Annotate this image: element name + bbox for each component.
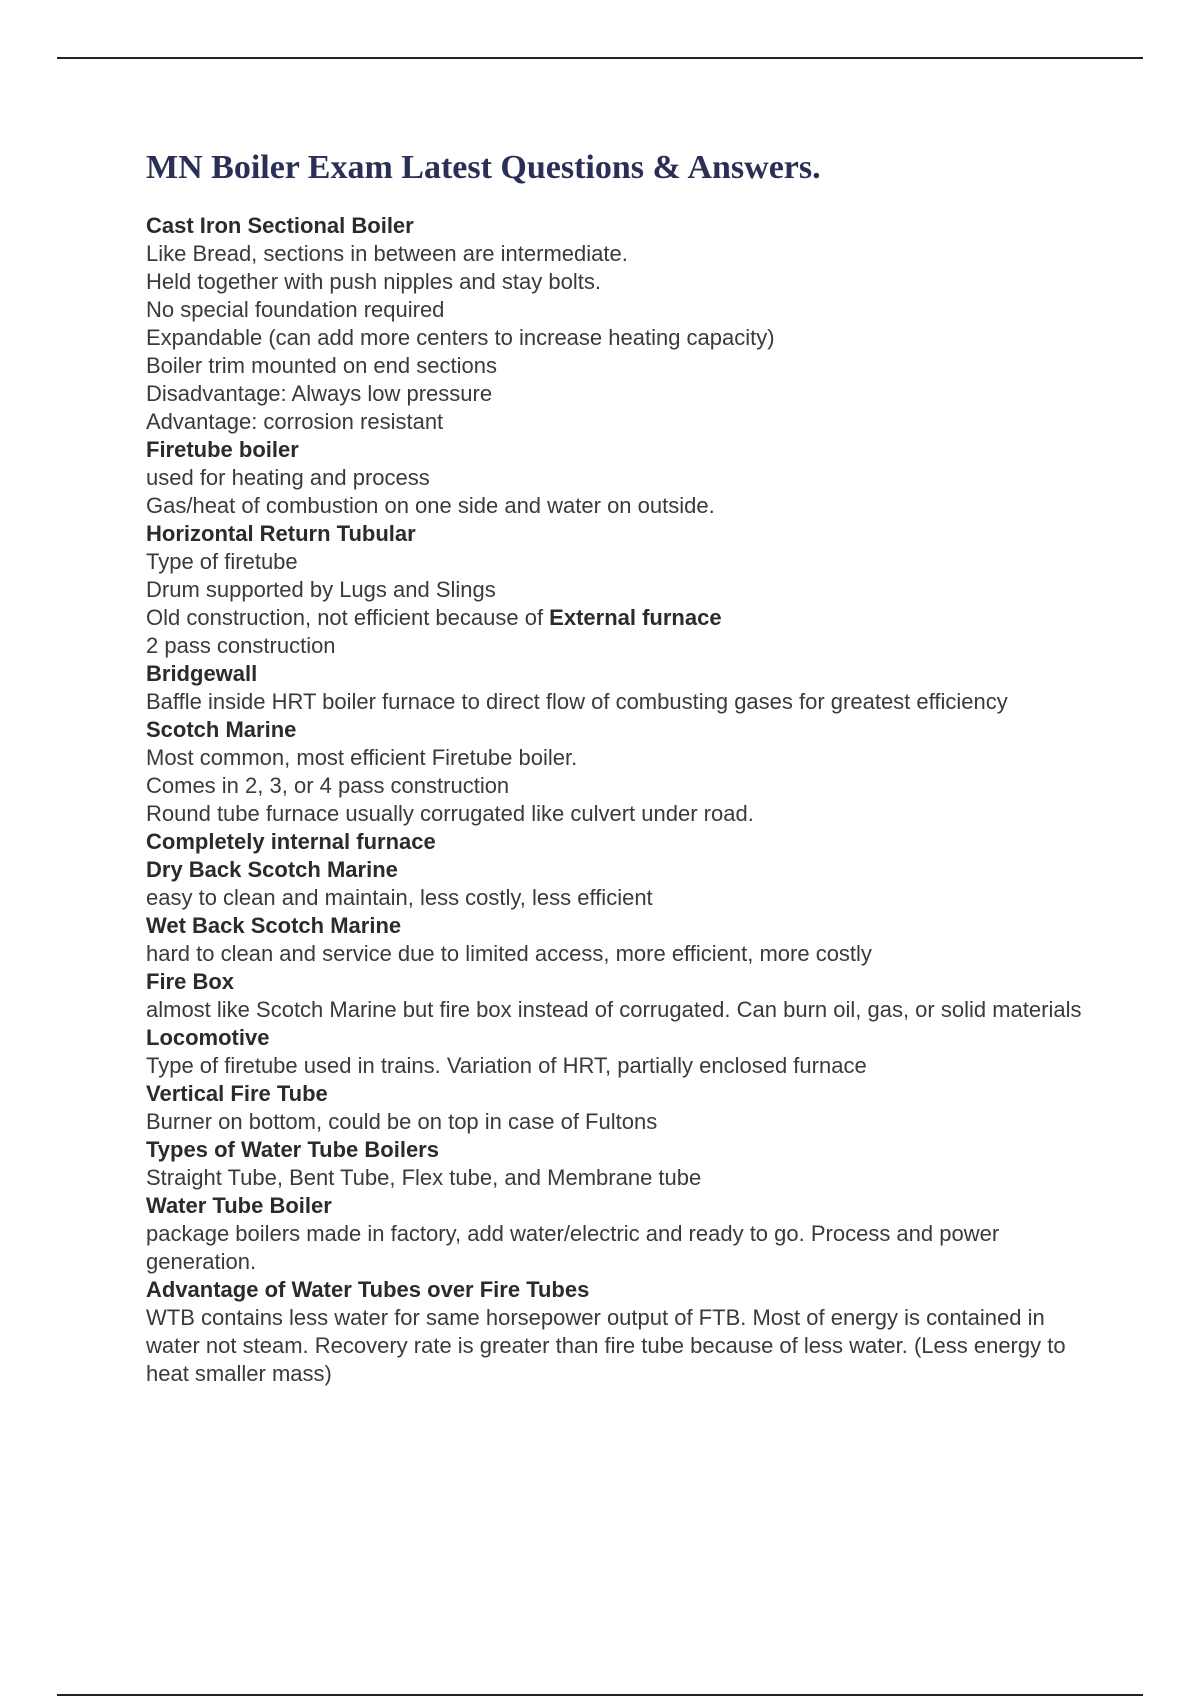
- top-rule: [57, 57, 1143, 59]
- question-heading: Wet Back Scotch Marine: [146, 913, 402, 938]
- answer-line: almost like Scotch Marine but fire box instead of corrugated. Can burn oil, gas, or solid materials: [146, 997, 1082, 1022]
- answer-line: package boilers made in factory, add water/electric and ready to go. Process and power generation.: [146, 1221, 1000, 1274]
- qa-section: [146, 1024, 1096, 1080]
- answer-line: Type of firetube used in trains. Variation of HRT, partially enclosed furnace: [146, 1053, 867, 1078]
- question-heading: Locomotive: [146, 1025, 270, 1050]
- question-heading: Horizontal Return Tubular: [146, 521, 416, 546]
- answer-bold-term: External furnace: [549, 605, 722, 630]
- qa-section: [146, 436, 1096, 520]
- answer-line: Advantage: corrosion resistant: [146, 409, 444, 434]
- question-heading: Bridgewall: [146, 661, 258, 686]
- answer-line: Most common, most efficient Firetube boiler.: [146, 745, 578, 770]
- answer-line: Baffle inside HRT boiler furnace to direct flow of combusting gases for greatest efficiency: [146, 689, 1008, 714]
- question-heading: Firetube boiler: [146, 437, 299, 462]
- answer-line: WTB contains less water for same horsepower output of FTB. Most of energy is contained in water not steam. Recovery rate is greater than fire tube because of less water. (Less energy to heat smaller mass): [146, 1305, 1066, 1386]
- qa-section: [146, 1080, 1096, 1136]
- qa-section: [146, 212, 1096, 436]
- question-heading: Dry Back Scotch Marine: [146, 857, 398, 882]
- answer-line: Drum supported by Lugs and Slings: [146, 577, 496, 602]
- answer-line: No special foundation required: [146, 297, 445, 322]
- answer-line: Like Bread, sections in between are intermediate.: [146, 241, 628, 266]
- answer-line: Comes in 2, 3, or 4 pass construction: [146, 773, 510, 798]
- question-heading: Types of Water Tube Boilers: [146, 1137, 439, 1162]
- question-heading: Completely internal furnace: [146, 829, 436, 854]
- answer-line-mixed: [146, 604, 1096, 632]
- qa-section: [146, 856, 1096, 912]
- answer-line: easy to clean and maintain, less costly, less efficient: [146, 885, 653, 910]
- qa-section: [146, 1136, 1096, 1192]
- document-body: [146, 143, 1096, 1388]
- qa-section: [146, 1276, 1096, 1388]
- answer-line: Round tube furnace usually corrugated like culvert under road.: [146, 801, 754, 826]
- qa-section: [146, 716, 1096, 828]
- answer-line: hard to clean and service due to limited access, more efficient, more costly: [146, 941, 872, 966]
- answer-line: 2 pass construction: [146, 633, 336, 658]
- answer-line: Type of firetube: [146, 549, 298, 574]
- answer-text: Old construction, not efficient because of: [146, 605, 550, 630]
- question-heading: Vertical Fire Tube: [146, 1081, 328, 1106]
- qa-section: [146, 660, 1096, 716]
- qa-section: [146, 828, 1096, 856]
- qa-section: [146, 520, 1096, 660]
- document-title: MN Boiler Exam Latest Questions & Answers.: [146, 149, 821, 186]
- question-heading: Fire Box: [146, 969, 235, 994]
- answer-line: used for heating and process: [146, 465, 430, 490]
- question-heading: Scotch Marine: [146, 717, 297, 742]
- qa-section: [146, 912, 1096, 968]
- question-heading: Cast Iron Sectional Boiler: [146, 213, 414, 238]
- answer-line: Straight Tube, Bent Tube, Flex tube, and Membrane tube: [146, 1165, 702, 1190]
- answer-line: Disadvantage: Always low pressure: [146, 381, 493, 406]
- bottom-rule: [57, 1694, 1143, 1696]
- answer-line: Burner on bottom, could be on top in case of Fultons: [146, 1109, 658, 1134]
- answer-line: Held together with push nipples and stay bolts.: [146, 269, 601, 294]
- answer-line: Expandable (can add more centers to increase heating capacity): [146, 325, 775, 350]
- qa-section: [146, 968, 1096, 1024]
- answer-line: Boiler trim mounted on end sections: [146, 353, 497, 378]
- answer-line: Gas/heat of combustion on one side and water on outside.: [146, 493, 715, 518]
- qa-section: [146, 1192, 1096, 1276]
- question-heading: Water Tube Boiler: [146, 1193, 332, 1218]
- question-heading: Advantage of Water Tubes over Fire Tubes: [146, 1277, 590, 1302]
